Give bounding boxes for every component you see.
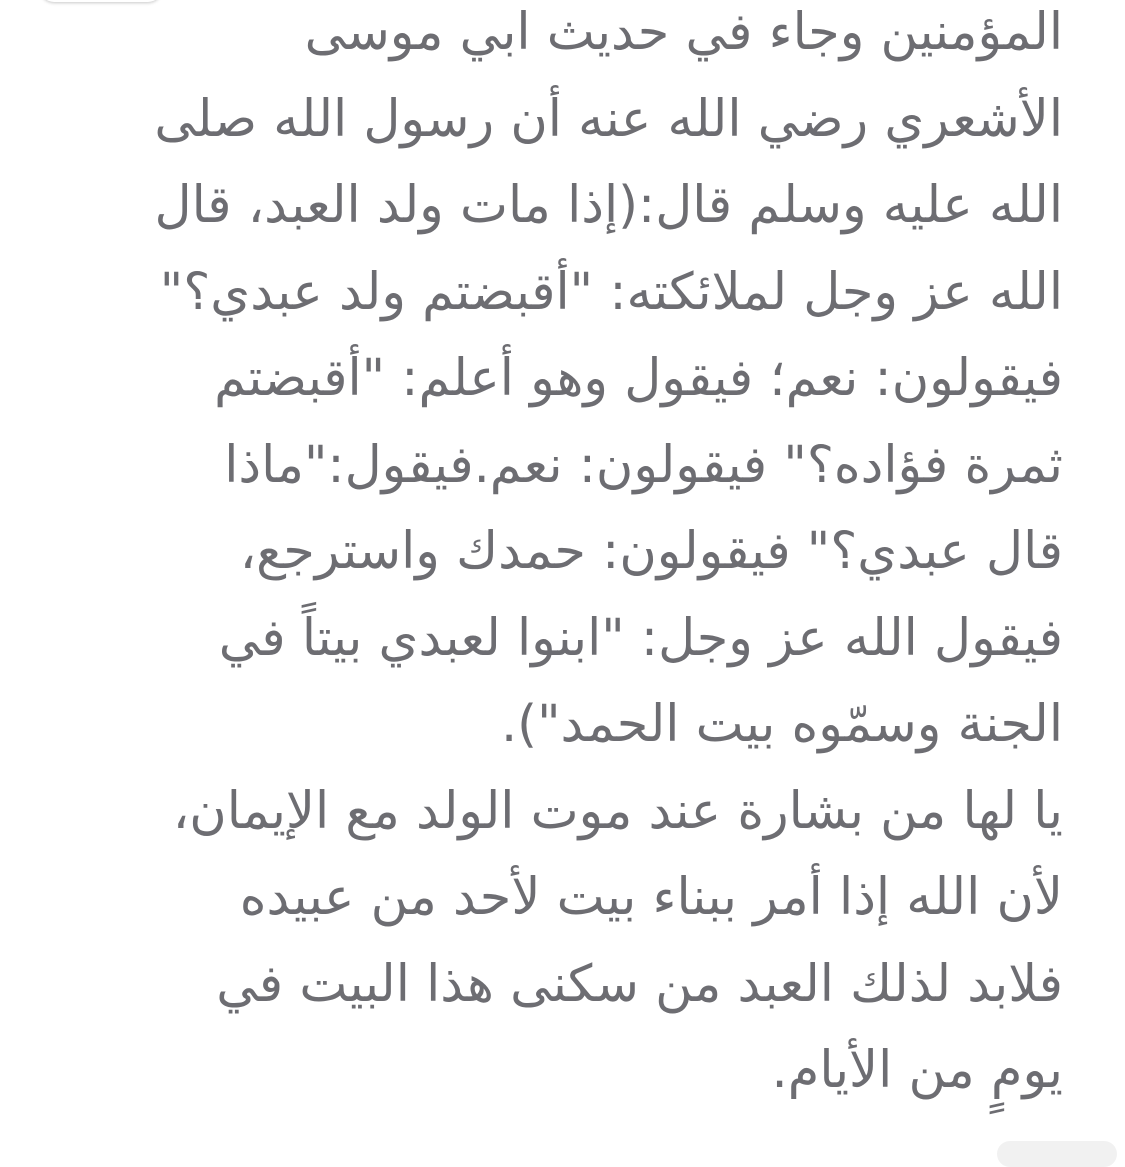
article-body <box>53 0 1063 1115</box>
text-line: الله عز وجل لملائكته: "أقبضتم ولد عبدي؟" <box>159 262 1063 322</box>
text-line: الأشعري رضي الله عنه أن رسول الله صلى <box>154 89 1063 149</box>
text-line: لأن الله إذا أمر ببناء بيت لأحد من عبيده <box>239 868 1063 927</box>
text-line: فيقول الله عز وجل: "ابنوا لعبدي بيتاً في <box>218 608 1063 668</box>
text-line: ثمرة فؤاده؟" فيقولون: نعم.فيقول:"ماذا <box>224 435 1063 495</box>
text-line: الجنة وسمّوه بيت الحمد"). <box>500 695 1063 754</box>
text-line: يومٍ من الأيام. <box>771 1041 1063 1100</box>
text-line: يا لها من بشارة عند موت الولد مع الإيمان، <box>172 781 1063 841</box>
text-line: فلابد لذلك العبد من سكنى هذا البيت في <box>216 954 1063 1014</box>
text-line: الله عليه وسلم قال:(إذا مات ولد العبد، قال <box>154 176 1063 235</box>
text-line: فيقولون: نعم؛ فيقول وهو أعلم: "أقبضتم <box>214 349 1063 408</box>
bottom-scroll-handle <box>997 1141 1117 1167</box>
text-line: قال عبدي؟" فيقولون: حمدك واسترجع، <box>239 522 1063 581</box>
text-line: المؤمنين وجاء في حديث ابي موسى <box>304 3 1063 62</box>
